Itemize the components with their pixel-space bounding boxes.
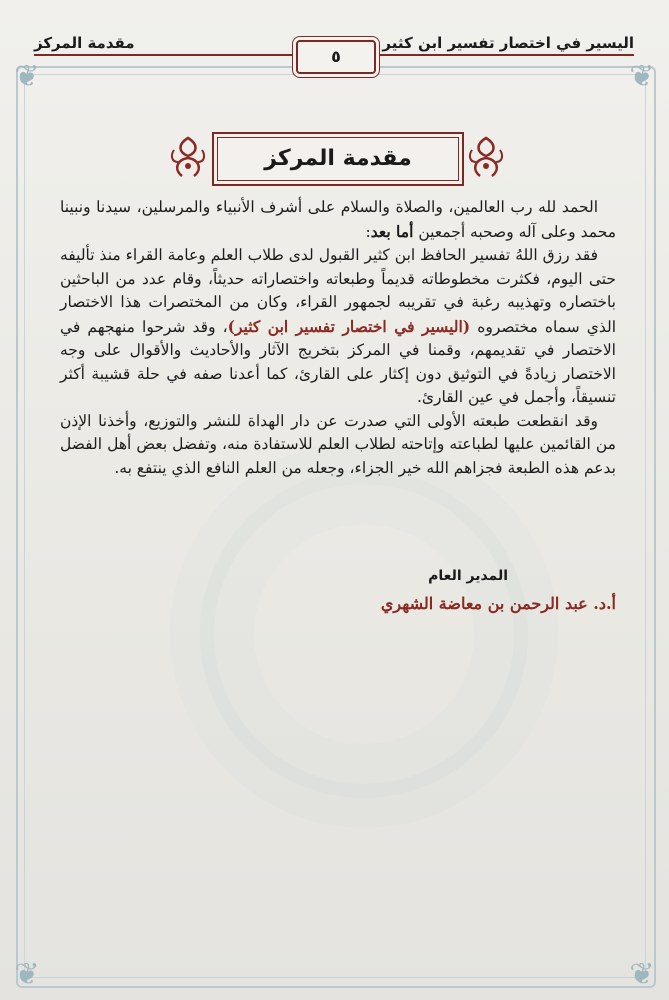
book-title-highlight: (اليسير في اختصار تفسير ابن كثير) [227, 316, 471, 336]
corner-ornament-icon: ❦ [14, 957, 40, 992]
page-number: ٥ [296, 40, 376, 74]
corner-ornament-icon: ❦ [629, 59, 655, 94]
title-cartouche [168, 128, 508, 188]
section-title: مقدمة المركز [264, 146, 412, 171]
corner-ornament-icon: ❦ [629, 957, 655, 992]
running-header-book-title: اليسير في اختصار تفسير ابن كثير [382, 34, 634, 52]
text-run: ، وقد شرحوا منهجهم في الاختصار في تقديمهم، وقمنا في المركز بتخريج الآثار والأحاديث والأقوال على وجه الاختصار زيادةً في التوثيق دون إكثار على القارئ، كما أعدنا صفه في حلة قشيبة أكثر تنسيقاً، وأجمل في عين القارئ. [60, 317, 616, 406]
corner-ornament-icon: ❦ [14, 59, 40, 94]
body-text [60, 196, 616, 480]
text-run: وقد انقطعت طبعته الأولى التي صدرت عن دار الهداة للنشر والتوزيع، وأخذنا الإذن من القائمين عليها لطباعته وإتاحته لطلاب العلم للاستفادة منه، وتفضل بعض أهل الفضل بدعم هذه الطبعة فجزاهم الله خير الجزاء، وجعله من العلم النافع الذي ينتفع به. [60, 411, 616, 477]
paragraph [60, 410, 616, 481]
signature-title: المدير العام [428, 568, 508, 584]
floral-ornament-icon [466, 136, 506, 180]
running-header-section-title: مقدمة المركز [34, 34, 135, 52]
paragraph [60, 196, 616, 244]
signature-block [300, 568, 616, 613]
floral-ornament-icon [168, 136, 208, 180]
section-title-box [212, 132, 464, 186]
signature-name: أ.د. عبد الرحمن بن معاضة الشهري [380, 594, 616, 613]
text-run: فقد رزق اللهُ تفسير الحافظ ابن كثير القبول لدى طلاب العلم وعامة القراء منذ تأليفه حتى اليوم، فكثرت مخطوطاته قديماً وطبعاته واختصاراته حديثاً، وقام عدد من الباحثين باختصاره وتهذيبه رغبة في تقريبه لجمهور القراء، وكان من المختصرات هذا الاختصار الذي سماه مختصروه [60, 246, 616, 336]
paragraph [60, 244, 616, 410]
text-run: : [365, 222, 371, 241]
text-run: الحمد لله رب العالمين، والصلاة والسلام على أشرف الأنبياء والمرسلين، سيدنا ونبينا محمد وعلى آله وصحبه أجمعين [60, 198, 616, 241]
text-run-bold: أما بعد [370, 221, 414, 241]
